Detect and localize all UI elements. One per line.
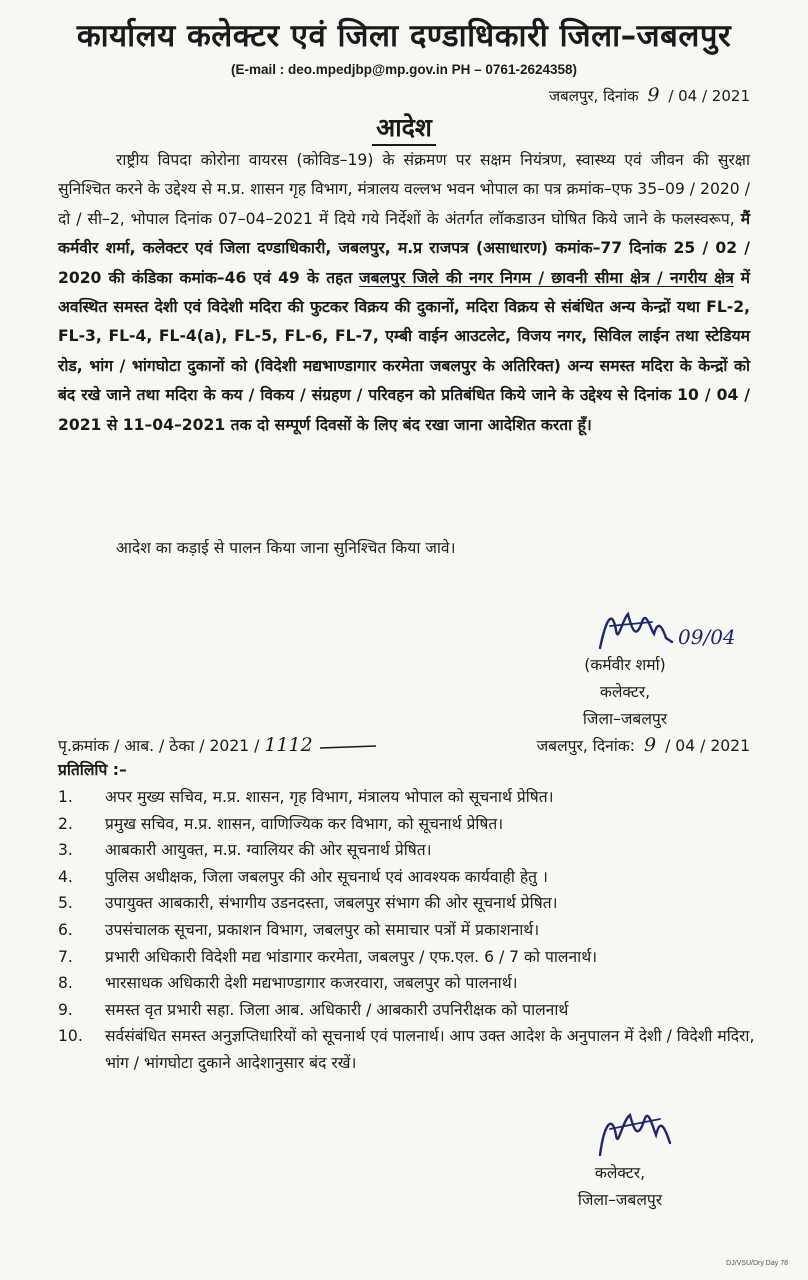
- signer-block: [545, 652, 705, 733]
- bottom-signer-district: जिला–जबलपुर: [577, 1191, 663, 1209]
- order-text-part4: में अवस्थित समस्त देशी एवं विदेशी मदिरा की फुटकर विक्रय की दुकानों, मदिरा विक्रय से संबंधित अन्य केन्द्रों यथा FL-2, FL-3, FL-4, FL-4(a), FL-5, FL-6, FL-7, एम्बी वाईन आउटलेट, विजय नगर, सिविल लाईन तथा स्टेडियम रोड, भांग / भांगघोटा दुकानों को (विदेशी मद्यभाण्डागार करमेता जबलपुर के अतिरिक्त) अन्य समस्त मदिरा के केन्द्रों को बंद रखे जाने तथा मदिरा के कय / विकय / संग्रहण / परिवहन को प्रतिबंधित किये जाने के उद्देश्य से दिनांक 10 / 04 / 2021 से 11–04–2021 तक दो सम्पूर्ण दिवसों के लिए बंद रखा जाना आदेशित करता हूँ।: [58, 268, 750, 434]
- list-item: 8. भारसाधक अधिकारी देशी मद्यभाण्डागार कजरवारा, जबलपुर को पालनार्थ।: [58, 974, 518, 993]
- footer-code: DJ/VSU/Dry Day 78: [726, 1260, 788, 1267]
- list-item: 7. प्रभारी अधिकारी विदेशी मद्य भांडागार करमेता, जबलपुर / एफ.एल. 6 / 7 को पालनार्थ।: [58, 947, 598, 966]
- issue-date-day: 9: [647, 84, 660, 106]
- copy-heading: प्रतिलिपि :–: [58, 761, 127, 779]
- reference-date-prefix: जबलपुर, दिनांक:: [536, 737, 636, 755]
- office-title: कार्यालय कलेक्टर एवं जिला दण्डाधिकारी जिला–जबलपुर: [76, 18, 732, 54]
- list-item: 4. पुलिस अधीक्षक, जिला जबलपुर की ओर सूचनार्थ एवं आवश्यक कार्यवाही हेतु ।: [58, 867, 548, 886]
- list-item: 2. प्रमुख सचिव, म.प्र. शासन, वाणिज्यिक कर विभाग, को सूचनार्थ प्रेषित।: [58, 814, 504, 833]
- reference-handwritten-number: 1112: [264, 734, 313, 756]
- reference-date-day: 9: [644, 734, 657, 756]
- bottom-signer-designation: कलेक्टर,: [594, 1164, 646, 1182]
- signer-designation: कलेक्टर,: [599, 683, 651, 701]
- closing-line: आदेश का कड़ाई से पालन किया जाना सुनिश्चित किया जावे।: [116, 539, 456, 557]
- signer-name: (कर्मवीर शर्मा): [584, 656, 666, 674]
- order-text-area: जबलपुर जिले की नगर निगम / छावनी सीमा क्षेत्र / नगरीय क्षेत्र: [359, 268, 734, 287]
- issue-date: [549, 84, 750, 106]
- reference-prefix: पृ.क्रमांक / आब. / ठेका / 2021 /: [58, 737, 260, 755]
- reference-date: [537, 734, 750, 756]
- list-item: 6. उपसंचालक सूचना, प्रकाशन विभाग, जबलपुर को समाचार पत्रों में प्रकाशनार्थ।: [58, 920, 540, 939]
- list-item: 3. आबकारी आयुक्त, म.प्र. ग्वालियर की ओर सूचनार्थ प्रेषित।: [58, 841, 432, 860]
- issue-date-prefix: जबलपुर, दिनांक: [549, 87, 639, 105]
- list-item: 1. अपर मुख्य सचिव, म.प्र. शासन, गृह विभाग, मंत्रालय भोपाल को सूचनार्थ प्रेषित।: [58, 788, 554, 806]
- signer-district: जिला–जबलपुर: [582, 710, 668, 728]
- list-item: 5. उपायुक्त आबकारी, संभागीय उडनदस्ता, जबलपुर संभाग की ओर सूचनार्थ प्रेषित।: [58, 894, 558, 913]
- order-heading: [0, 110, 808, 144]
- order-body: [58, 146, 750, 440]
- reference-number: [58, 734, 378, 756]
- list-item: 10. सर्वसंबंधित समस्त अनुज्ञप्तिधारियों को सूचनार्थ एवं पालनार्थ। आप उक्त आदेश के अनुपालन में देशी / विदेशी मदिरा, भांग / भांगघोटा दुकाने आदेशानुसार बंद रखें।: [58, 1027, 755, 1072]
- signature-date-note: 09/04: [678, 625, 736, 649]
- order-text-part1: राष्ट्रीय विपदा कोरोना वायरस (कोविड–19) के संक्रमण पर सक्षम नियंत्रण, स्वास्थ्य एवं जीवन की सुरक्षा सुनिश्चित करने के उद्देश्य से म.प्र. शासन गृह विभाग, मंत्रालय वल्लभ भवन भोपाल का पत्र क्रमांक–एफ 35–09 / 2020 / दो / सी–2, भोपाल दिनांक 07–04–2021 में दिये गये निर्देशों के अंतर्गत लॉकडाउन घोषित किये जाने के फलस्वरूप,: [58, 151, 750, 228]
- contact-line: (E-mail : deo.mpedjbp@mp.gov.in PH – 0761-2624358): [230, 62, 577, 77]
- order-heading-text: आदेश: [372, 113, 436, 146]
- reference-date-rest: / 04 / 2021: [665, 737, 750, 755]
- reference-underline-stroke: [318, 742, 378, 752]
- issue-date-rest: / 04 / 2021: [668, 87, 750, 105]
- bottom-signature: [590, 1095, 700, 1165]
- list-item: 9. समस्त वृत प्रभारी सहा. जिला आब. अधिकारी / आबकारी उपनिरीक्षक को पालनार्थ: [58, 1000, 569, 1019]
- bottom-signer-block: [530, 1160, 710, 1214]
- distribution-list: [58, 784, 758, 1077]
- order-text-part2: मैं कर्मवीर शर्मा, कलेक्टर एवं जिला दण्डाधिकारी, जबलपुर, म.प्र राजपत्र (असाधारण) कमांक–77 दिनांक 25 / 02 / 2020 की कंडिका कमांक–46 एवं 49 के तहत: [58, 209, 751, 287]
- collector-signature: [592, 600, 742, 660]
